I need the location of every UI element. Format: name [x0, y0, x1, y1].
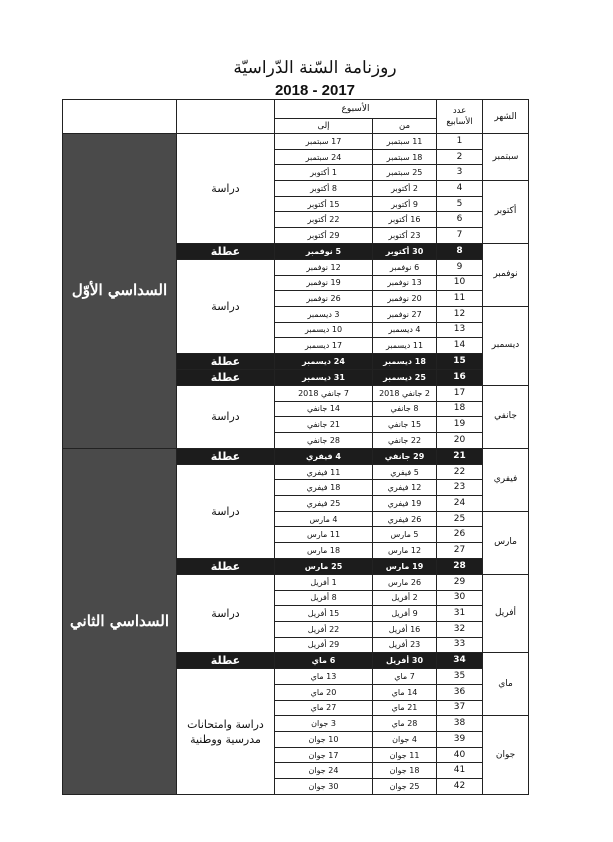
week-number: 28: [437, 558, 483, 574]
week-from: 11 ديسمبر: [373, 338, 437, 354]
week-from: 6 نوفمبر: [373, 259, 437, 275]
week-to: 10 جوان: [275, 732, 373, 748]
week-from: 23 أفريل: [373, 637, 437, 653]
week-to: 14 جانفي: [275, 401, 373, 417]
month-cell: مارس: [483, 511, 529, 574]
week-number: 2: [437, 149, 483, 165]
week-from: 26 فيفري: [373, 511, 437, 527]
activity-label: دراسة وامتحانات مدرسية ووطنية: [177, 669, 275, 795]
header-activity-blank: [177, 100, 275, 134]
week-to: 25 فيفري: [275, 496, 373, 512]
page-title: روزنامة السّنة الدّراسيّة: [233, 58, 397, 78]
week-to: 3 ديسمبر: [275, 306, 373, 322]
week-from: 12 فيفري: [373, 480, 437, 496]
activity-label: دراسة: [177, 385, 275, 448]
header-to: إلى: [275, 119, 373, 134]
activity-label: دراسة: [177, 134, 275, 244]
week-number: 34: [437, 653, 483, 669]
week-to: 24 ديسمبر: [275, 353, 373, 369]
week-number: 38: [437, 716, 483, 732]
week-number: 36: [437, 684, 483, 700]
week-to: 29 أكتوبر: [275, 228, 373, 244]
week-to: 17 جوان: [275, 747, 373, 763]
week-number: 13: [437, 322, 483, 338]
week-to: 8 أكتوبر: [275, 181, 373, 197]
week-number: 37: [437, 700, 483, 716]
week-from: 12 مارس: [373, 543, 437, 559]
week-number: 5: [437, 196, 483, 212]
holiday-label: عطلة: [177, 243, 275, 259]
week-number: 26: [437, 527, 483, 543]
week-from: 2 أكتوبر: [373, 181, 437, 197]
week-to: 11 فيفري: [275, 464, 373, 480]
week-to: 1 أكتوبر: [275, 165, 373, 181]
week-from: 25 سبتمبر: [373, 165, 437, 181]
week-to: 28 جانفي: [275, 433, 373, 449]
week-to: 22 أفريل: [275, 621, 373, 637]
week-number: 18: [437, 401, 483, 417]
week-to: 17 سبتمبر: [275, 134, 373, 150]
header-month: الشهر: [483, 100, 529, 134]
semester-label: السداسي الثاني: [63, 448, 177, 794]
week-to: 30 جوان: [275, 779, 373, 795]
week-from: 2 أفريل: [373, 590, 437, 606]
school-year: 2018 - 2017: [274, 82, 356, 99]
month-cell: جوان: [483, 716, 529, 794]
week-from: 25 ديسمبر: [373, 369, 437, 385]
week-from: 15 جانفي: [373, 417, 437, 433]
week-from: 26 مارس: [373, 574, 437, 590]
week-from: 19 مارس: [373, 558, 437, 574]
week-from: 2 جانفي 2018: [373, 385, 437, 401]
month-cell: أكتوبر: [483, 181, 529, 244]
holiday-label: عطلة: [177, 448, 275, 464]
week-number: 12: [437, 306, 483, 322]
week-to: 11 مارس: [275, 527, 373, 543]
week-from: 5 مارس: [373, 527, 437, 543]
week-from: 22 جانفي: [373, 433, 437, 449]
week-to: 3 جوان: [275, 716, 373, 732]
week-number: 11: [437, 291, 483, 307]
week-number: 3: [437, 165, 483, 181]
week-to: 4 مارس: [275, 511, 373, 527]
week-from: 25 جوان: [373, 779, 437, 795]
week-from: 13 نوفمبر: [373, 275, 437, 291]
month-cell: فيفري: [483, 448, 529, 511]
week-to: 1 أفريل: [275, 574, 373, 590]
month-cell: سبتمبر: [483, 134, 529, 181]
week-number: 9: [437, 259, 483, 275]
week-to: 12 نوفمبر: [275, 259, 373, 275]
week-from: 4 ديسمبر: [373, 322, 437, 338]
week-from: 28 ماي: [373, 716, 437, 732]
week-to: 18 فيفري: [275, 480, 373, 496]
week-to: 15 أكتوبر: [275, 196, 373, 212]
week-from: 9 أكتوبر: [373, 196, 437, 212]
week-number: 17: [437, 385, 483, 401]
week-from: 23 أكتوبر: [373, 228, 437, 244]
activity-label: دراسة: [177, 464, 275, 558]
week-number: 4: [437, 181, 483, 197]
week-from: 19 فيفري: [373, 496, 437, 512]
holiday-label: عطلة: [177, 653, 275, 669]
table-row: [63, 134, 529, 150]
week-number: 42: [437, 779, 483, 795]
week-number: 39: [437, 732, 483, 748]
month-cell: ديسمبر: [483, 306, 529, 385]
week-from: 7 ماي: [373, 669, 437, 685]
week-to: 17 ديسمبر: [275, 338, 373, 354]
week-number: 25: [437, 511, 483, 527]
week-to: 26 نوفمبر: [275, 291, 373, 307]
week-from: 11 جوان: [373, 747, 437, 763]
week-number: 21: [437, 448, 483, 464]
week-to: 7 جانفي 2018: [275, 385, 373, 401]
week-number: 10: [437, 275, 483, 291]
week-number: 20: [437, 433, 483, 449]
week-from: 29 جانفي: [373, 448, 437, 464]
week-to: 21 جانفي: [275, 417, 373, 433]
week-number: 40: [437, 747, 483, 763]
week-number: 41: [437, 763, 483, 779]
month-cell: ماي: [483, 653, 529, 716]
month-cell: نوفمبر: [483, 243, 529, 306]
week-to: 19 نوفمبر: [275, 275, 373, 291]
week-from: 16 أفريل: [373, 621, 437, 637]
header-week: الأسبوع: [275, 100, 437, 119]
week-number: 15: [437, 353, 483, 369]
week-number: 7: [437, 228, 483, 244]
header-from: من: [373, 119, 437, 134]
week-from: 21 ماي: [373, 700, 437, 716]
week-number: 16: [437, 369, 483, 385]
week-to: 10 ديسمبر: [275, 322, 373, 338]
week-to: 31 ديسمبر: [275, 369, 373, 385]
week-number: 27: [437, 543, 483, 559]
holiday-label: عطلة: [177, 369, 275, 385]
holiday-label: عطلة: [177, 353, 275, 369]
week-to: 8 أفريل: [275, 590, 373, 606]
week-number: 30: [437, 590, 483, 606]
week-to: 25 مارس: [275, 558, 373, 574]
header-semester-blank: [63, 100, 177, 134]
week-from: 5 فيفري: [373, 464, 437, 480]
week-number: 35: [437, 669, 483, 685]
week-to: 6 ماي: [275, 653, 373, 669]
week-number: 32: [437, 621, 483, 637]
week-from: 14 ماي: [373, 684, 437, 700]
week-from: 18 جوان: [373, 763, 437, 779]
week-number: 24: [437, 496, 483, 512]
week-number: 19: [437, 417, 483, 433]
calendar-body: [63, 100, 529, 795]
table-row: [63, 448, 529, 464]
week-number: 31: [437, 606, 483, 622]
month-cell: أفريل: [483, 574, 529, 652]
week-number: 33: [437, 637, 483, 653]
week-to: 24 جوان: [275, 763, 373, 779]
week-to: 18 مارس: [275, 543, 373, 559]
week-from: 4 جوان: [373, 732, 437, 748]
week-number: 23: [437, 480, 483, 496]
week-from: 30 أفريل: [373, 653, 437, 669]
semester-label: السداسي الأوّل: [63, 134, 177, 449]
week-from: 16 أكتوبر: [373, 212, 437, 228]
week-from: 18 سبتمبر: [373, 149, 437, 165]
week-number: 14: [437, 338, 483, 354]
week-from: 18 ديسمبر: [373, 353, 437, 369]
week-to: 22 أكتوبر: [275, 212, 373, 228]
week-number: 8: [437, 243, 483, 259]
week-to: 29 أفريل: [275, 637, 373, 653]
header-week-count: عدد الأسابيع: [437, 100, 483, 134]
week-number: 29: [437, 574, 483, 590]
week-to: 15 أفريل: [275, 606, 373, 622]
week-to: 4 فيفري: [275, 448, 373, 464]
week-to: 5 نوفمبر: [275, 243, 373, 259]
month-cell: جانفي: [483, 385, 529, 448]
activity-label: دراسة: [177, 574, 275, 652]
week-from: 9 أفريل: [373, 606, 437, 622]
week-to: 24 سبتمبر: [275, 149, 373, 165]
week-to: 13 ماي: [275, 669, 373, 685]
week-from: 11 سبتمبر: [373, 134, 437, 150]
week-number: 1: [437, 134, 483, 150]
week-from: 8 جانفي: [373, 401, 437, 417]
week-number: 22: [437, 464, 483, 480]
activity-label: دراسة: [177, 259, 275, 353]
school-calendar-table: [62, 99, 529, 795]
week-to: 20 ماي: [275, 684, 373, 700]
week-to: 27 ماي: [275, 700, 373, 716]
holiday-label: عطلة: [177, 558, 275, 574]
week-from: 20 نوفمبر: [373, 291, 437, 307]
week-number: 6: [437, 212, 483, 228]
week-from: 30 أكتوبر: [373, 243, 437, 259]
week-from: 27 نوفمبر: [373, 306, 437, 322]
